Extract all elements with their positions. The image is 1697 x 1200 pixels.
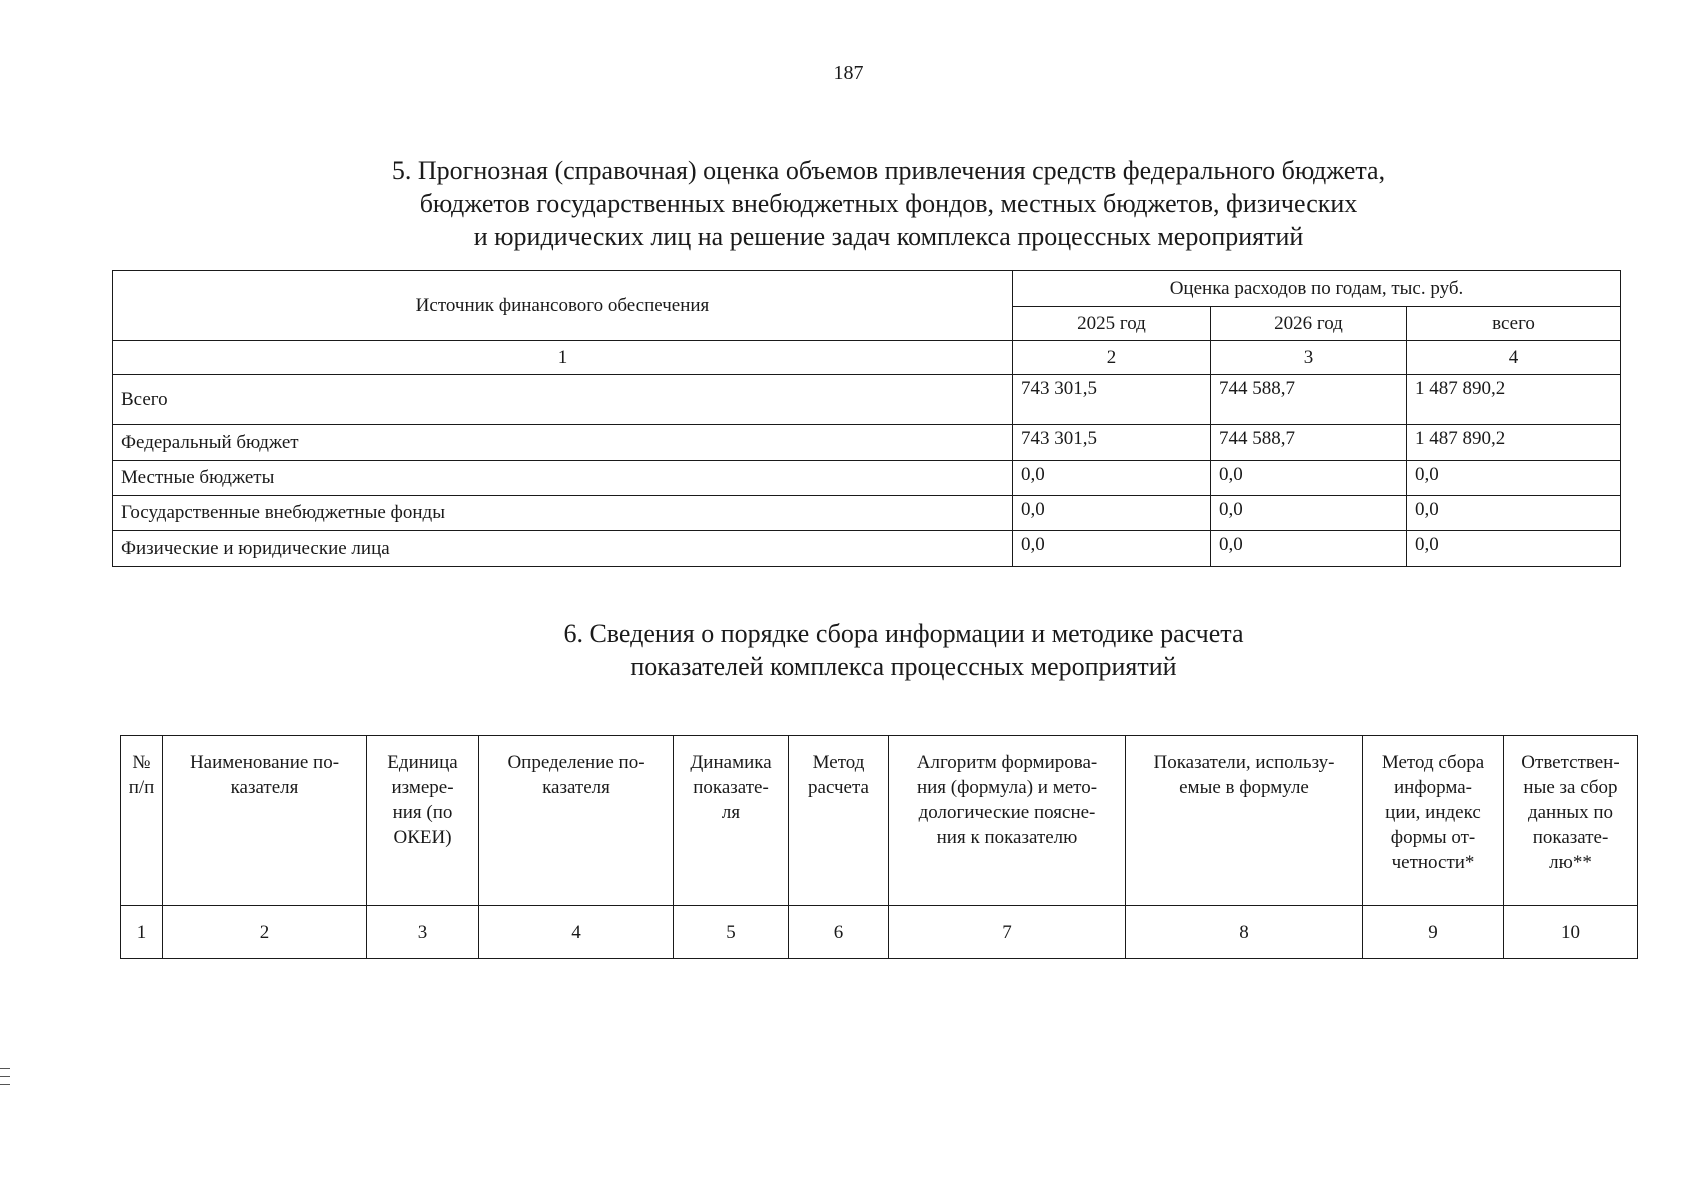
row-value: 743 301,5 <box>1013 375 1211 425</box>
header-year-2026: 2026 год <box>1211 307 1407 341</box>
header-total: всего <box>1407 307 1621 341</box>
header-year-2025: 2025 год <box>1013 307 1211 341</box>
header-line: расчета <box>808 777 869 798</box>
header-line: емые в формуле <box>1179 777 1309 798</box>
header-line: показате- <box>693 777 769 798</box>
header-line: Метод сбора <box>1381 752 1485 773</box>
header-line: Метод <box>812 752 865 773</box>
row-source: Федеральный бюджет <box>113 425 1013 461</box>
table-row <box>113 425 1621 461</box>
header-cell <box>479 736 674 906</box>
col-number: 10 <box>1504 906 1638 959</box>
table-row <box>113 496 1621 531</box>
col-number: 5 <box>674 906 789 959</box>
section-5-title-line: бюджетов государственных внебюджетных фондов, местных бюджетов, физических <box>419 189 1358 218</box>
page-number: 187 <box>833 62 864 84</box>
header-line: измере- <box>391 777 454 798</box>
row-value: 0,0 <box>1013 496 1211 531</box>
row-source: Местные бюджеты <box>113 461 1013 496</box>
table-row <box>113 375 1621 425</box>
header-cell <box>674 736 789 906</box>
header-line: п/п <box>128 777 155 798</box>
col-number: 4 <box>1407 341 1621 375</box>
indicator-method-table <box>120 735 1638 959</box>
edge-mark <box>0 1076 10 1077</box>
header-line: ции, индекс <box>1385 802 1481 823</box>
table-row <box>113 531 1621 567</box>
row-value: 743 301,5 <box>1013 425 1211 461</box>
header-line: Наименование по- <box>189 752 340 773</box>
column-number-row <box>121 906 1638 959</box>
header-line: ля <box>721 802 741 823</box>
header-line: показате- <box>1532 827 1609 848</box>
col-number: 1 <box>121 906 163 959</box>
header-cell <box>163 736 367 906</box>
header-cell <box>889 736 1126 906</box>
header-line: Динамика <box>690 752 772 773</box>
row-value: 0,0 <box>1211 461 1407 496</box>
row-source: Государственные внебюджетные фонды <box>113 496 1013 531</box>
row-source: Всего <box>113 375 1013 425</box>
col-number: 8 <box>1126 906 1363 959</box>
header-row <box>121 736 1638 906</box>
header-line: казателя <box>542 777 610 798</box>
header-line: четности* <box>1391 852 1475 873</box>
header-line: казателя <box>230 777 299 798</box>
header-line: информа- <box>1393 777 1472 798</box>
header-line: ОКЕИ) <box>393 827 452 848</box>
section-5-title <box>40 154 1697 253</box>
funding-estimate-table <box>112 270 1621 567</box>
row-value: 1 487 890,2 <box>1407 425 1621 461</box>
section-6-title-line: 6. Сведения о порядке сбора информации и методике расчета <box>563 619 1244 648</box>
header-cell <box>1363 736 1504 906</box>
header-source: Источник финансового обеспечения <box>113 271 1013 341</box>
section-5-title-line: и юридических лиц на решение задач комплекса процессных мероприятий <box>473 222 1304 251</box>
section-6-title-line: показателей комплекса процессных мероприятий <box>630 652 1177 681</box>
binding-edge-marks <box>0 1068 10 1092</box>
col-number: 2 <box>1013 341 1211 375</box>
header-line: Алгоритм формирова- <box>916 752 1098 773</box>
header-cell <box>1126 736 1363 906</box>
row-value: 0,0 <box>1211 496 1407 531</box>
col-number: 2 <box>163 906 367 959</box>
col-number: 7 <box>889 906 1126 959</box>
section-6-title <box>55 617 1697 683</box>
header-line: ные за сбор <box>1523 777 1618 798</box>
header-line: ния (формула) и мето- <box>916 777 1098 798</box>
row-value: 0,0 <box>1211 531 1407 567</box>
row-value: 0,0 <box>1407 531 1621 567</box>
row-value: 0,0 <box>1013 531 1211 567</box>
col-number: 6 <box>789 906 889 959</box>
header-line: лю** <box>1549 852 1592 873</box>
row-source: Физические и юридические лица <box>113 531 1013 567</box>
col-number: 4 <box>479 906 674 959</box>
header-line: данных по <box>1527 802 1614 823</box>
section-5-title-line: 5. Прогнозная (справочная) оценка объемов привлечения средств федерального бюджета, <box>391 156 1386 185</box>
row-value: 744 588,7 <box>1211 425 1407 461</box>
row-value: 0,0 <box>1013 461 1211 496</box>
row-value: 1 487 890,2 <box>1407 375 1621 425</box>
col-number: 9 <box>1363 906 1504 959</box>
header-line: ния к показателю <box>936 827 1078 848</box>
header-line: ния (по <box>392 802 453 823</box>
header-cell <box>789 736 889 906</box>
header-line: Определение по- <box>507 752 645 773</box>
col-number: 3 <box>1211 341 1407 375</box>
row-value: 0,0 <box>1407 461 1621 496</box>
header-cell <box>121 736 163 906</box>
header-line: Единица <box>387 752 458 773</box>
header-cell <box>1504 736 1638 906</box>
header-estimate: Оценка расходов по годам, тыс. руб. <box>1013 271 1621 307</box>
header-line: № <box>132 752 151 773</box>
header-line: формы от- <box>1390 827 1476 848</box>
col-number: 3 <box>367 906 479 959</box>
header-line: дологические поясне- <box>918 802 1096 823</box>
col-number: 1 <box>113 341 1013 375</box>
row-value: 744 588,7 <box>1211 375 1407 425</box>
header-cell <box>367 736 479 906</box>
edge-mark <box>0 1084 10 1085</box>
row-value: 0,0 <box>1407 496 1621 531</box>
table-row <box>113 461 1621 496</box>
header-line: Показатели, использу- <box>1153 752 1335 773</box>
edge-mark <box>0 1068 10 1069</box>
header-line: Ответствен- <box>1521 752 1620 773</box>
